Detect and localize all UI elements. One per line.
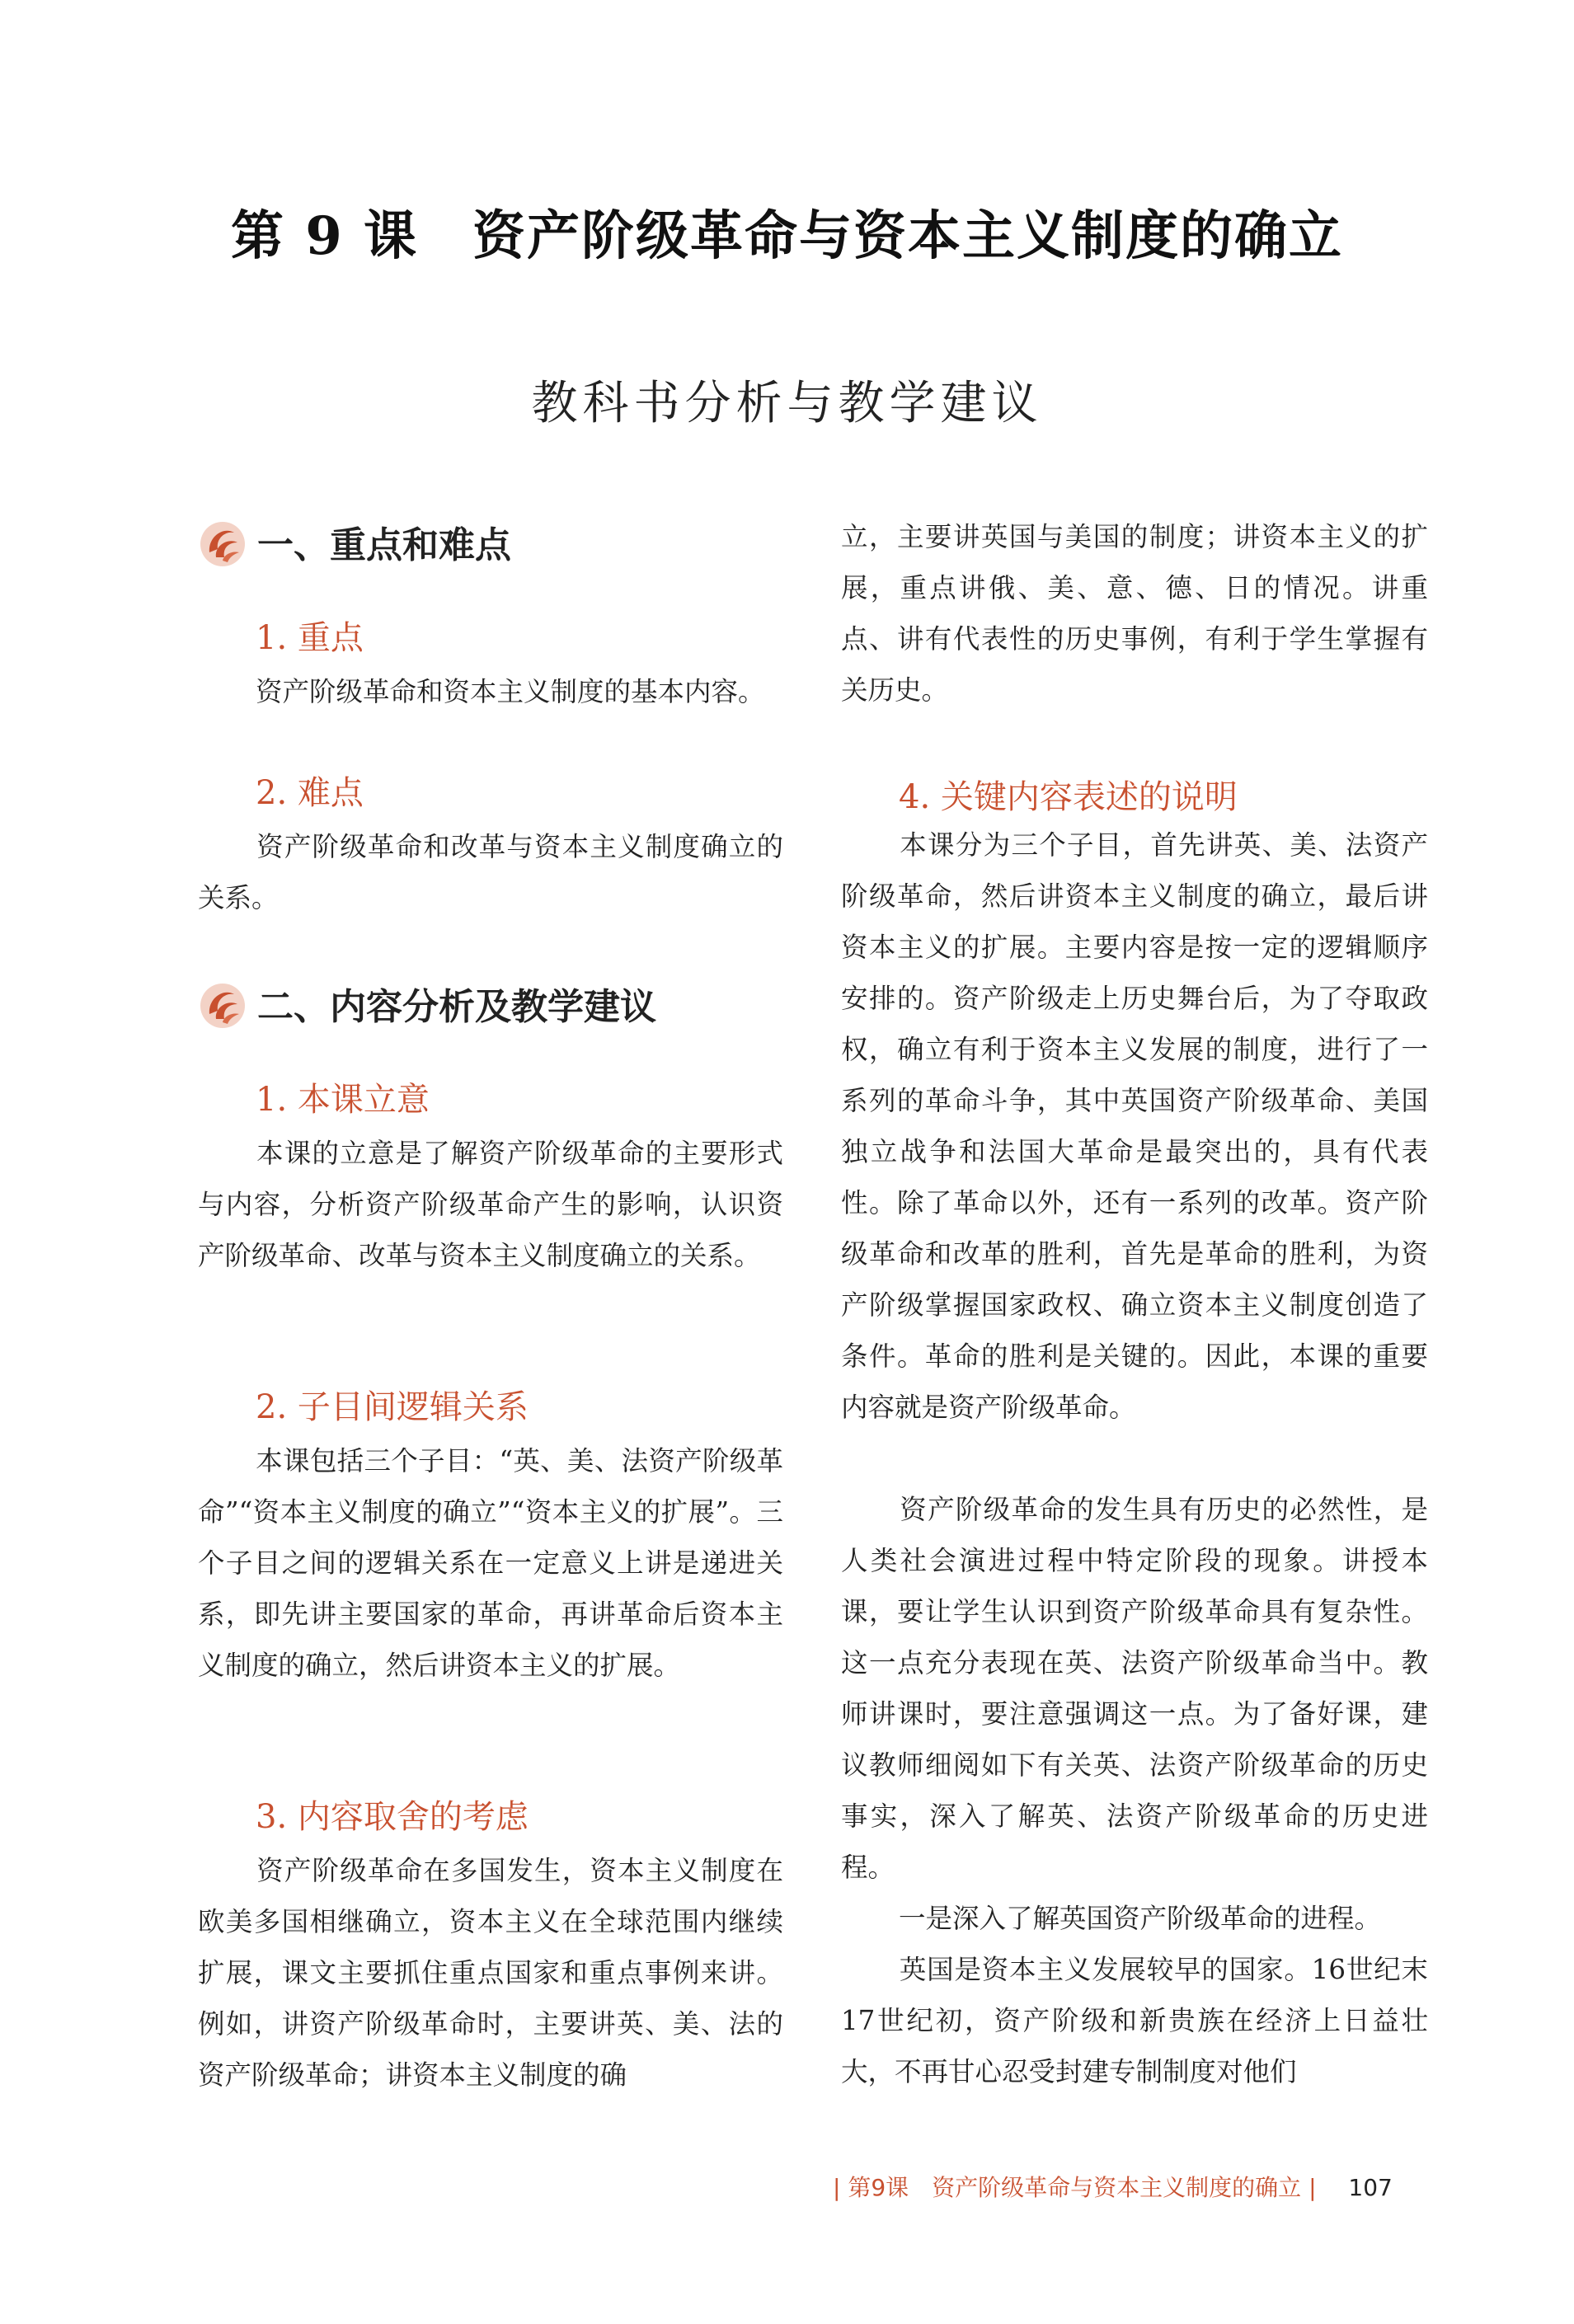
paragraph-key-content-2: 资产阶级革命的发生具有历史的必然性，是人类社会演进过程中特定阶段的现象。讲授本课，要让学生认识到资产阶级革命具有复杂性。这一点充分表现在英、法资产阶级革命当中。教师讲课时，要注意强调这一点。为了备好课，建议教师细阅如下有关英、法资产阶级革命的历史事实，深入了解英、法资产阶级革命的历史进程。	[841, 1494, 1428, 1883]
subheading-difficulties: 2. 难点	[256, 774, 364, 812]
page-title: 第 9 课 资产阶级革命与资本主义制度的确立	[230, 205, 1344, 267]
paragraph-key-points: 资产阶级革命和资本主义制度的基本内容。	[256, 676, 765, 707]
paragraph-key-content-3: 一是深入了解英国资产阶级革命的进程。	[899, 1903, 1382, 1934]
footer-lesson-title: 第9课 资产阶级革命与资本主义制度的确立	[848, 2174, 1302, 2201]
section-heading-1-text: 一、重点和难点	[257, 524, 511, 566]
paragraph-logic: 本课包括三个子目：“英、美、法资产阶级革命”“资本主义制度的确立”“资本主义的扩展”。三个子目之间的逻辑关系在一定意义上讲是递进关系，即先讲主要国家的革命，再讲革命后资本主义制度的确立，然后讲资本主义的扩展。	[198, 1445, 783, 1681]
paragraph-key-content-4: 英国是资本主义发展较早的国家。16世纪末17世纪初，资产阶级和新贵族在经济上日益壮大，不再甘心忍受封建专制制度对他们	[841, 1954, 1428, 2087]
section-heading-2-text: 二、内容分析及教学建议	[257, 986, 656, 1028]
subheading-key-points: 1. 重点	[256, 619, 364, 657]
subheading-key-content: 4. 关键内容表述的说明	[899, 778, 1238, 816]
paragraph-difficulties: 资产阶级革命和改革与资本主义制度确立的关系。	[198, 831, 783, 913]
footer-divider-right: |	[1309, 2174, 1317, 2201]
paragraph-content-selection: 资产阶级革命在多国发生，资本主义制度在欧美多国相继确立，资本主义在全球范围内继续扩展，课文主要抓住重点国家和重点事例来讲。例如，讲资产阶级革命时，主要讲英、美、法的资产阶级革命；讲资本主义制度的确	[198, 1855, 783, 2091]
swirl-logo-icon	[198, 981, 247, 1031]
section-heading-1	[198, 515, 511, 572]
paragraph-continued: 立，主要讲英国与美国的制度；讲资本主义的扩展，重点讲俄、美、意、德、日的情况。讲重点、讲有代表性的历史事例，有利于学生掌握有关历史。	[841, 521, 1428, 706]
subheading-logic: 2. 子目间逻辑关系	[256, 1388, 529, 1426]
paragraph-key-content-1: 本课分为三个子目，首先讲英、美、法资产阶级革命，然后讲资本主义制度的确立，最后讲资本主义的扩展。主要内容是按一定的逻辑顺序安排的。资产阶级走上历史舞台后，为了夺取政权，确立有利于资本主义发展的制度，进行了一系列的革命斗争，其中英国资产阶级革命、美国独立战争和法国大革命是最突出的，具有代表性。除了革命以外，还有一系列的改革。资产阶级革命和改革的胜利，首先是革命的胜利，为资产阶级掌握国家政权、确立资本主义制度创造了条件。革命的胜利是关键的。因此，本课的重要内容就是资产阶级革命。	[841, 829, 1428, 1423]
paragraph-lesson-purpose: 本课的立意是了解资产阶级革命的主要形式与内容，分析资产阶级革命产生的影响，认识资产阶级革命、改革与资本主义制度确立的关系。	[198, 1138, 783, 1271]
swirl-logo-icon	[198, 519, 247, 569]
subheading-content-selection: 3. 内容取舍的考虑	[256, 1798, 529, 1836]
page-footer	[833, 2170, 1393, 2203]
page-subtitle: 教科书分析与教学建议	[531, 377, 1043, 430]
footer-divider-left: |	[833, 2174, 841, 2201]
page-number: 107	[1348, 2174, 1393, 2201]
subheading-lesson-purpose: 1. 本课立意	[256, 1081, 430, 1119]
section-heading-2	[198, 977, 656, 1034]
